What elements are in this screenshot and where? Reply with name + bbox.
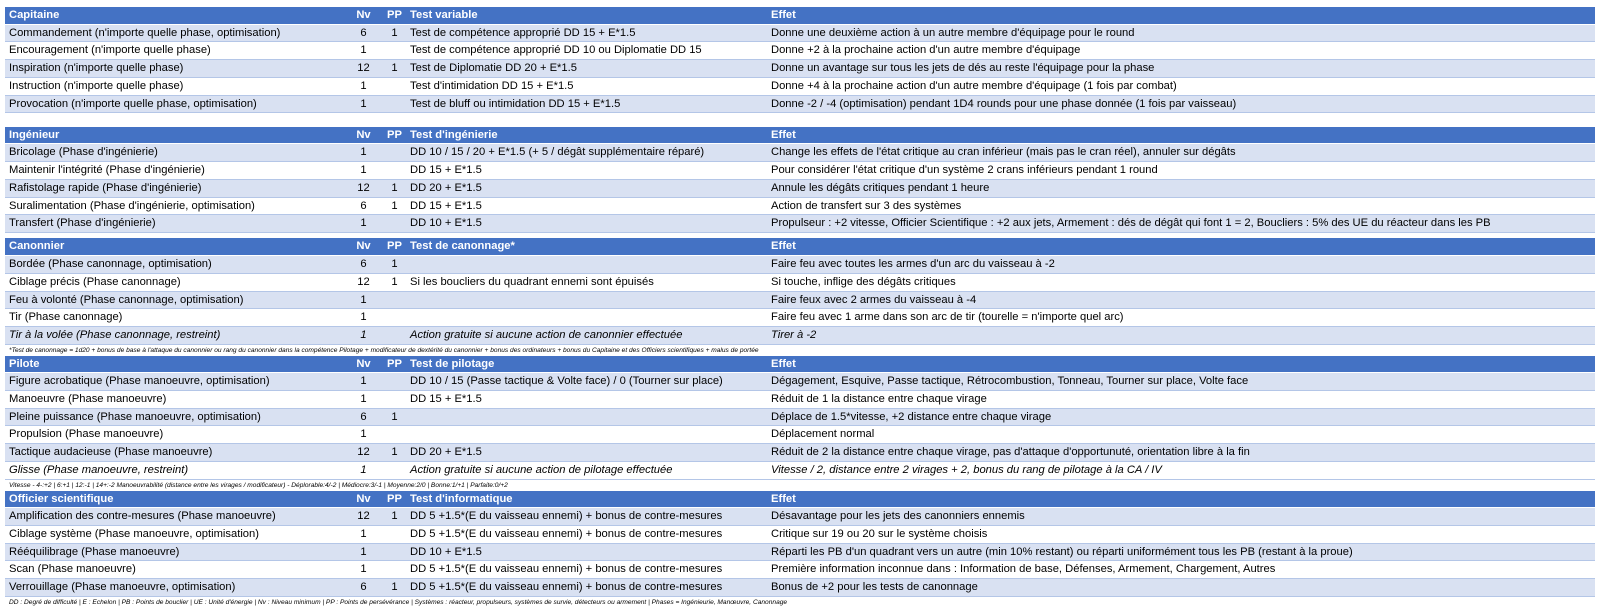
table-cell: 1 (383, 24, 406, 42)
table-cell: Transfert (Phase d'ingénierie) (5, 215, 344, 233)
table-cell: Manoeuvre (Phase manoeuvre) (5, 391, 344, 409)
table-cell (383, 42, 406, 60)
header-cell: PP (383, 238, 406, 255)
table-row (5, 444, 1595, 462)
table-cell (383, 373, 406, 391)
table-cell: 1 (383, 508, 406, 526)
table-cell: 12 (344, 508, 383, 526)
table-cell (383, 525, 406, 543)
table-cell: 6 (344, 24, 383, 42)
table-cell: Donne +2 à la prochaine action d'un autre membre d'équipage (767, 42, 1595, 60)
table-cell: Pleine puissance (Phase manoeuvre, optimisation) (5, 408, 344, 426)
table-cell: DD 10 + E*1.5 (406, 543, 767, 561)
table-cell: 1 (383, 179, 406, 197)
section-header (5, 7, 1595, 24)
table-cell (383, 461, 406, 479)
table-row (5, 144, 1595, 162)
table-cell: 1 (383, 256, 406, 274)
table-cell (383, 95, 406, 113)
header-cell: Officier scientifique (5, 491, 344, 508)
table-cell: Ciblage précis (Phase canonnage) (5, 273, 344, 291)
table-row (5, 197, 1595, 215)
table-cell: 1 (344, 525, 383, 543)
table-cell: 12 (344, 179, 383, 197)
table-cell: Maintenir l'intégrité (Phase d'ingénierie) (5, 162, 344, 180)
table-cell: 1 (344, 326, 383, 344)
table-cell (383, 144, 406, 162)
table-cell: Inspiration (n'importe quelle phase) (5, 60, 344, 78)
table-cell (406, 291, 767, 309)
header-cell: Effet (767, 127, 1595, 144)
table-cell: Ciblage système (Phase manoeuvre, optimisation) (5, 525, 344, 543)
header-cell: Effet (767, 491, 1595, 508)
table-cell: 1 (344, 373, 383, 391)
table-row (5, 561, 1595, 579)
table-cell: DD 10 + E*1.5 (406, 215, 767, 233)
table-cell: 1 (344, 543, 383, 561)
table-cell: Action de transfert sur 3 des systèmes (767, 197, 1595, 215)
table-row (5, 461, 1595, 479)
table-cell: 1 (383, 408, 406, 426)
table-row (5, 309, 1595, 327)
section-spacer (5, 113, 1595, 127)
table-row (5, 256, 1595, 274)
table-cell: DD 20 + E*1.5 (406, 179, 767, 197)
footnote-row (5, 596, 1595, 608)
table-cell: Figure acrobatique (Phase manoeuvre, optimisation) (5, 373, 344, 391)
header-cell: Nv (344, 491, 383, 508)
table-row (5, 291, 1595, 309)
header-cell: Test de pilotage (406, 356, 767, 373)
table-row (5, 391, 1595, 409)
table-cell (383, 561, 406, 579)
table-cell: DD 5 +1.5*(E du vaisseau ennemi) + bonus de contre-mesures (406, 561, 767, 579)
header-cell: PP (383, 356, 406, 373)
table-cell: Tir (Phase canonnage) (5, 309, 344, 327)
footnote-row (5, 479, 1595, 491)
table-cell: Change les effets de l'état critique au cran inférieur (mais pas le cran réel), annuler sur dégâts (767, 144, 1595, 162)
footnote: DD : Degré de difficulté | E : Echelon | PB : Points de bouclier | UE : Unité d'énergie | Nv : Niveau minimum | PP : Points de persévérance | Systèmes : réacteur, propulseurs, systèmes de survie, détecteurs ou armement | Phases = Ingénieurie, Manœuvre, Canonnage (5, 596, 1595, 608)
table-cell: 1 (344, 144, 383, 162)
header-cell: Nv (344, 356, 383, 373)
table-cell: DD 15 + E*1.5 (406, 162, 767, 180)
table-cell: 1 (344, 291, 383, 309)
table-row (5, 273, 1595, 291)
header-cell: Effet (767, 7, 1595, 24)
table-row (5, 426, 1595, 444)
table-cell: 1 (383, 273, 406, 291)
table-cell: 1 (344, 461, 383, 479)
table-cell: Propulseur : +2 vitesse, Officier Scientifique : +2 aux jets, Armement : dés de dégât qui font 1 = 2, Boucliers : 5% des UE du réacteur dans les PB (767, 215, 1595, 233)
header-cell: Test de canonnage* (406, 238, 767, 255)
header-cell: Canonnier (5, 238, 344, 255)
roles-table (5, 7, 1595, 608)
table-cell: Amplification des contre-mesures (Phase manoeuvre) (5, 508, 344, 526)
table-cell: 1 (344, 426, 383, 444)
table-cell (383, 162, 406, 180)
table-cell: Rafistolage rapide (Phase d'ingénierie) (5, 179, 344, 197)
table-cell: Donne une deuxième action à un autre membre d'équipage pour le round (767, 24, 1595, 42)
table-cell: Vitesse / 2, distance entre 2 virages + 2, bonus du rang de pilotage à la CA / IV (767, 461, 1595, 479)
table-cell: Réduit de 2 la distance entre chaque virage, pas d'attaque d'opportunuté, orientation libre à la fin (767, 444, 1595, 462)
table-cell: Pour considérer l'état critique d'un système 2 crans inférieurs pendant 1 round (767, 162, 1595, 180)
header-cell: Test d'informatique (406, 491, 767, 508)
table-cell: Réparti les PB d'un quadrant vers un autre (min 10% restant) ou réparti uniformément tous les PB (restant à la proue) (767, 543, 1595, 561)
table-cell: DD 15 + E*1.5 (406, 197, 767, 215)
table-cell: 1 (344, 215, 383, 233)
table-cell: Bonus de +2 pour les tests de canonnage (767, 579, 1595, 597)
table-cell (383, 543, 406, 561)
table-cell: 1 (344, 95, 383, 113)
header-cell: Nv (344, 7, 383, 24)
footnote: Vitesse - 4-:+2 | 6:+1 | 12:-1 | 14+:-2 Manoeuvrabilité (distance entre les virages / modificateur) - Déplorable:4/-2 | Médiocre:3/-1 | Moyenne:2/0 | Bonne:1/+1 | Parfaite:0/+2 (5, 479, 1595, 491)
table-cell: Action gratuite si aucune action de canonnier effectuée (406, 326, 767, 344)
table-cell: Suralimentation (Phase d'ingénierie, optimisation) (5, 197, 344, 215)
header-cell: Effet (767, 356, 1595, 373)
table-cell: 1 (344, 309, 383, 327)
header-cell: PP (383, 491, 406, 508)
table-cell: Encouragement (n'importe quelle phase) (5, 42, 344, 60)
table-cell (406, 408, 767, 426)
table-row (5, 408, 1595, 426)
table-cell: Si touche, inflige des dégâts critiques (767, 273, 1595, 291)
table-cell: DD 5 +1.5*(E du vaisseau ennemi) + bonus de contre-mesures (406, 508, 767, 526)
header-cell: Pilote (5, 356, 344, 373)
header-cell: Nv (344, 127, 383, 144)
table-cell: Réduit de 1 la distance entre chaque virage (767, 391, 1595, 409)
section-header (5, 238, 1595, 255)
table-row (5, 95, 1595, 113)
table-cell: Test de Diplomatie DD 20 + E*1.5 (406, 60, 767, 78)
table-cell: 6 (344, 256, 383, 274)
table-cell: Donne -2 / -4 (optimisation) pendant 1D4 rounds pour une phase donnée (1 fois par vaisseau) (767, 95, 1595, 113)
header-cell: Test variable (406, 7, 767, 24)
table-cell (383, 215, 406, 233)
table-cell: 12 (344, 444, 383, 462)
table-cell: 1 (344, 391, 383, 409)
table-cell: Tir à la volée (Phase canonnage, restreint) (5, 326, 344, 344)
table-cell (383, 426, 406, 444)
header-cell: Capitaine (5, 7, 344, 24)
header-cell: Nv (344, 238, 383, 255)
table-cell: 1 (344, 162, 383, 180)
table-cell: Instruction (n'importe quelle phase) (5, 77, 344, 95)
table-cell: Glisse (Phase manoeuvre, restreint) (5, 461, 344, 479)
table-cell: Tactique audacieuse (Phase manoeuvre) (5, 444, 344, 462)
section-header (5, 356, 1595, 373)
table-row (5, 42, 1595, 60)
table-cell: Test d'intimidation DD 15 + E*1.5 (406, 77, 767, 95)
table-cell: Test de bluff ou intimidation DD 15 + E*1.5 (406, 95, 767, 113)
table-cell: Action gratuite si aucune action de pilotage effectuée (406, 461, 767, 479)
header-cell: PP (383, 7, 406, 24)
table-cell: 1 (344, 42, 383, 60)
table-cell: Test de compétence approprié DD 10 ou Diplomatie DD 15 (406, 42, 767, 60)
footnote: *Test de canonnage = 1d20 + bonus de base à l'attaque du canonnier ou rang du canonnier dans la compétence Pilotage + modificateur de dextérité du canonnier + bonus des ordinateurs + bonus du Capitaine et des Officiers scientifiques + malus de portée (5, 344, 1595, 356)
table-cell: DD 5 +1.5*(E du vaisseau ennemi) + bonus de contre-mesures (406, 525, 767, 543)
table-cell: 1 (383, 579, 406, 597)
table-cell: 12 (344, 60, 383, 78)
table-row (5, 215, 1595, 233)
table-row (5, 60, 1595, 78)
table-cell (383, 391, 406, 409)
table-cell: Déplace de 1.5*vitesse, +2 distance entre chaque virage (767, 408, 1595, 426)
table-cell: DD 5 +1.5*(E du vaisseau ennemi) + bonus de contre-mesures (406, 579, 767, 597)
table-cell: 1 (383, 60, 406, 78)
table-cell: Désavantage pour les jets des canonniers ennemis (767, 508, 1595, 526)
table-cell: 1 (383, 197, 406, 215)
header-cell: Ingénieur (5, 127, 344, 144)
table-cell: 6 (344, 408, 383, 426)
table-cell: Bordée (Phase canonnage, optimisation) (5, 256, 344, 274)
table-cell: Dégagement, Esquive, Passe tactique, Rétrocombustion, Tonneau, Tourner sur place, Volte face (767, 373, 1595, 391)
section-header (5, 127, 1595, 144)
table-cell: Si les boucliers du quadrant ennemi sont épuisés (406, 273, 767, 291)
table-cell: Faire feu avec 1 arme dans son arc de tir (tourelle = n'importe quel arc) (767, 309, 1595, 327)
table-cell: Critique sur 19 ou 20 sur le système choisis (767, 525, 1595, 543)
table-cell (383, 326, 406, 344)
table-cell: Propulsion (Phase manoeuvre) (5, 426, 344, 444)
section-header (5, 491, 1595, 508)
table-cell (383, 291, 406, 309)
table-cell (383, 309, 406, 327)
table-cell: Commandement (n'importe quelle phase, optimisation) (5, 24, 344, 42)
table-row (5, 525, 1595, 543)
table-cell: Faire feu avec toutes les armes d'un arc du vaisseau à -2 (767, 256, 1595, 274)
table-cell: Annule les dégâts critiques pendant 1 heure (767, 179, 1595, 197)
table-cell: DD 15 + E*1.5 (406, 391, 767, 409)
footnote-row (5, 344, 1595, 356)
table-cell: Déplacement normal (767, 426, 1595, 444)
table-cell (406, 256, 767, 274)
table-cell (406, 309, 767, 327)
table-cell: DD 10 / 15 / 20 + E*1.5 (+ 5 / dégât supplémentaire réparé) (406, 144, 767, 162)
table-cell: DD 10 / 15 (Passe tactique & Volte face) / 0 (Tourner sur place) (406, 373, 767, 391)
table-cell (383, 77, 406, 95)
table-row (5, 162, 1595, 180)
table-cell: Feu à volonté (Phase canonnage, optimisation) (5, 291, 344, 309)
table-row (5, 24, 1595, 42)
table-cell: Provocation (n'importe quelle phase, optimisation) (5, 95, 344, 113)
table-cell (406, 426, 767, 444)
starship-roles-sheet (5, 7, 1595, 608)
header-cell: Effet (767, 238, 1595, 255)
table-cell: Bricolage (Phase d'ingénierie) (5, 144, 344, 162)
table-cell: Scan (Phase manoeuvre) (5, 561, 344, 579)
header-cell: Test d'ingénierie (406, 127, 767, 144)
table-cell: Donne un avantage sur tous les jets de dés au reste l'équipage pour la phase (767, 60, 1595, 78)
table-cell: Donne +4 à la prochaine action d'un autre membre d'équipage (1 fois par combat) (767, 77, 1595, 95)
table-cell: DD 20 + E*1.5 (406, 444, 767, 462)
table-cell: Test de compétence approprié DD 15 + E*1.5 (406, 24, 767, 42)
table-row (5, 543, 1595, 561)
table-cell: 12 (344, 273, 383, 291)
table-cell: 1 (344, 77, 383, 95)
table-row (5, 77, 1595, 95)
table-cell: 1 (344, 561, 383, 579)
table-cell: 1 (383, 444, 406, 462)
table-cell: 6 (344, 197, 383, 215)
table-cell: Tirer à -2 (767, 326, 1595, 344)
table-cell: Verrouillage (Phase manoeuvre, optimisation) (5, 579, 344, 597)
table-cell: Faire feux avec 2 armes du vaisseau à -4 (767, 291, 1595, 309)
table-row (5, 326, 1595, 344)
header-cell: PP (383, 127, 406, 144)
table-row (5, 179, 1595, 197)
table-row (5, 373, 1595, 391)
table-cell: Rééquilibrage (Phase manoeuvre) (5, 543, 344, 561)
table-cell: 6 (344, 579, 383, 597)
table-row (5, 508, 1595, 526)
table-row (5, 579, 1595, 597)
table-cell: Première information inconnue dans : Information de base, Défenses, Armement, Chargement, Autres (767, 561, 1595, 579)
